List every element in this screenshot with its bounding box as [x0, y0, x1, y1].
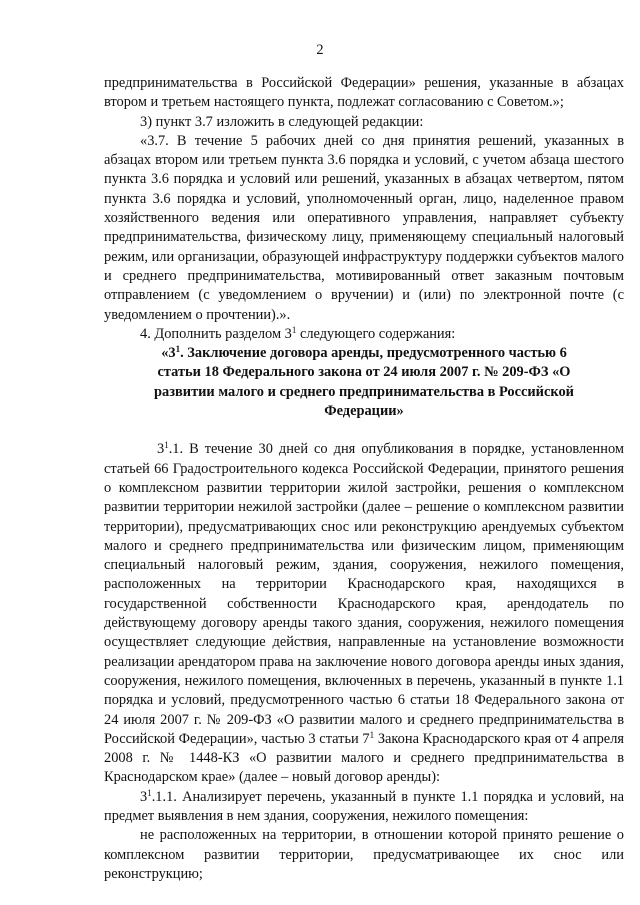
- document-body: [104, 74, 624, 884]
- text-fragment: следующего содержания:: [296, 325, 456, 342]
- list-item: [104, 325, 624, 344]
- page-number: 2: [316, 42, 324, 58]
- superscript: 1: [369, 729, 375, 740]
- text-fragment: . Заключение договора аренды, предусмотренного частью 6 статьи 18 Федерального закона от 24 июля 2007 г. № 209-ФЗ «О развитии малого и среднего предпринимательства в Российской Федерации»: [154, 345, 574, 420]
- paragraph: не расположенных на территории, в отношении которой принято решение о комплексном развитии территории, предусматривающее их снос или реконструкцию;: [104, 827, 624, 882]
- section-heading: [104, 344, 624, 421]
- text-fragment: 4. Дополнить разделом 3: [140, 325, 292, 342]
- text-fragment: 3: [157, 441, 165, 458]
- text-line: втором и третьем настоящего пункта, подлежат согласованию с Советом.»;: [104, 94, 564, 111]
- paragraph: [104, 440, 624, 787]
- superscript: 1: [147, 787, 152, 798]
- superscript: 1: [175, 344, 181, 355]
- paragraph: «3.7. В течение 5 рабочих дней со дня принятия решений, указанных в абзацах втором или третьем пункта 3.6 порядка и условий, с учетом абзаца шестого пункта 3.6 порядка и условий или решений, указанных в абзацах четвертом, пятом пункта 3.6 порядка и условий, уполномоченный орган, лицо, наделенное правом хозяйственного ведения или оперативного управления, направляет субъекту предпринимательства, физическому лицу, применяющему специальный налоговый режим, или организации, образующей инфраструктуру поддержки субъектов малого и среднего предпринимательства, мотивированный ответ заказным почтовым отправлением (с уведомлением о вручении) и (или) по электронной почте (с уведомлением о прочтении).».: [104, 132, 624, 323]
- text-fragment: «3: [161, 345, 176, 362]
- superscript: 1: [164, 440, 169, 451]
- text-fragment: .1. В течение 30 дней со дня опубликования в порядке, установленном статьей 66 Градостроительного кодекса Российской Федерации, принятого решения о комплексном развитии территории жилой застройки, решения о комплексном развитии территории нежилой застройки (далее – решение о комплексном развитии территории), предусматривающих снос или реконструкцию арендуемых субъектом малого и среднего предпринимательства или физическим лицом, применяющим специальный налоговый режим, здания, сооружения, нежилого помещения, расположенных на территории Краснодарского края, находящихся в государственной собственности Краснодарского края, арендодатель по действующему договору аренды такого здания, сооружения, нежилого помещения осуществляет следующие действия, направленные на установление возможности реализации арендатором права на заключение нового договора аренды иных здания, сооружения, нежилого помещения, включенных в перечень, указанный в пункте 1.1 порядка и условий, предусмотренного частью 6 статьи 18 Федерального закона от 24 июля 2007 г. № 209-ФЗ «О развитии малого и среднего предпринимательства в Российской Федерации», частью 3 статьи 7: [104, 441, 624, 747]
- list-item: 3) пункт 3.7 изложить в следующей редакции:: [140, 113, 424, 130]
- text-fragment: .1.1. Анализирует перечень, указанный в пункте 1.1 порядка и условий, на предмет выявления в нем здания, сооружения, нежилого помещения:: [104, 788, 624, 824]
- text-line: предпринимательства в Российской Федерации» решения, указанные в абзацах: [104, 75, 624, 91]
- text-fragment: Закона Краснодарского края от 4 апреля 2008 г. № 1448-КЗ «О развитии малого и среднего предпринимательства в Краснодарском крае» (далее – новый договор аренды):: [104, 730, 624, 786]
- spacer: [104, 421, 624, 440]
- text-fragment: 3: [140, 788, 148, 805]
- paragraph: [104, 788, 624, 827]
- superscript: 1: [291, 324, 297, 335]
